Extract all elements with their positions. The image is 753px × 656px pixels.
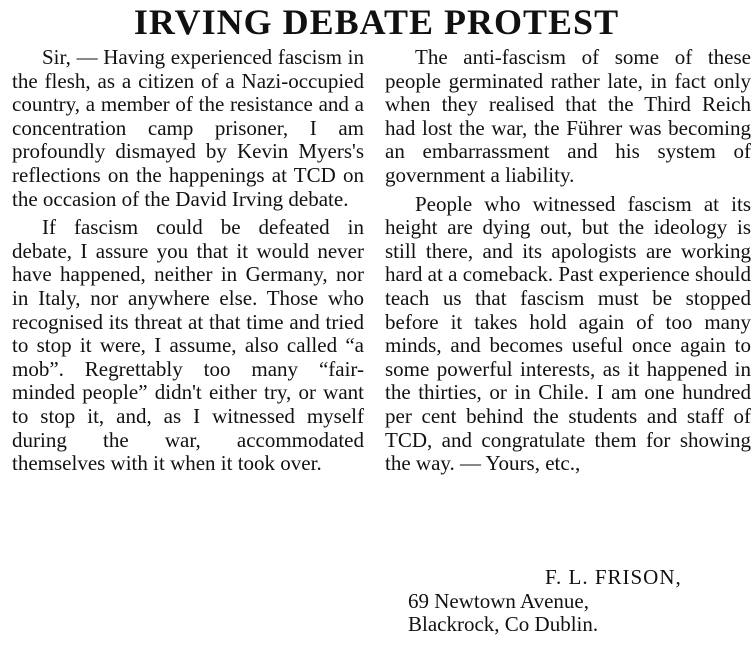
headline: IRVING DEBATE PROTEST bbox=[133, 2, 620, 42]
signature-name: F. L. FRISON, bbox=[545, 565, 682, 589]
paragraph-opening: Sir, — Having experienced fascism in the flesh, as a citizen of a Nazi-occupied country, a member of the resistance and a concentration camp prisoner, I am profoundly dismayed by Kevin Myers's reflections on the happenings at TCD on the occasion of the David Irving debate. bbox=[12, 45, 364, 211]
paragraph-witnesses: People who witnessed fascism at its height are dying out, but the ideology is still there, and its apologists are working hard at a comeback. Past experience should teach us that fascism must be stopped before it takes hold again of too many minds, and becomes useful once again to some powerful interests, as it happened in the thirties, or in Chile. I am one hundred per cent behind the students and staff of TCD, and congratulate them for showing the way. — Yours, etc., bbox=[385, 191, 751, 476]
paragraph-anti-fascism: The anti-fascism of some of these people germinated rather late, in fact only when they realised that the Third Reich had lost the war, the Führer was becoming an embarrassment and his system of government a liability. bbox=[385, 45, 751, 187]
left-column bbox=[12, 46, 364, 481]
paragraph-debate: If fascism could be defeated in debate, I assure you that it would never have happened, neither in Germany, nor in Italy, nor anywhere else. Those who recognised its threat at that time and tried to stop it were, I assume, also called “a mob”. Regrettably too many “fair-minded people” didn't either try, or want to stop it, and, as I witnessed myself during the war, accommodated themselves with it when it took over. bbox=[12, 215, 364, 476]
signature-address-line-2: Blackrock, Co Dublin. bbox=[408, 612, 599, 636]
signature-address-line-1: 69 Newtown Avenue, bbox=[408, 589, 589, 613]
right-column bbox=[385, 46, 751, 481]
